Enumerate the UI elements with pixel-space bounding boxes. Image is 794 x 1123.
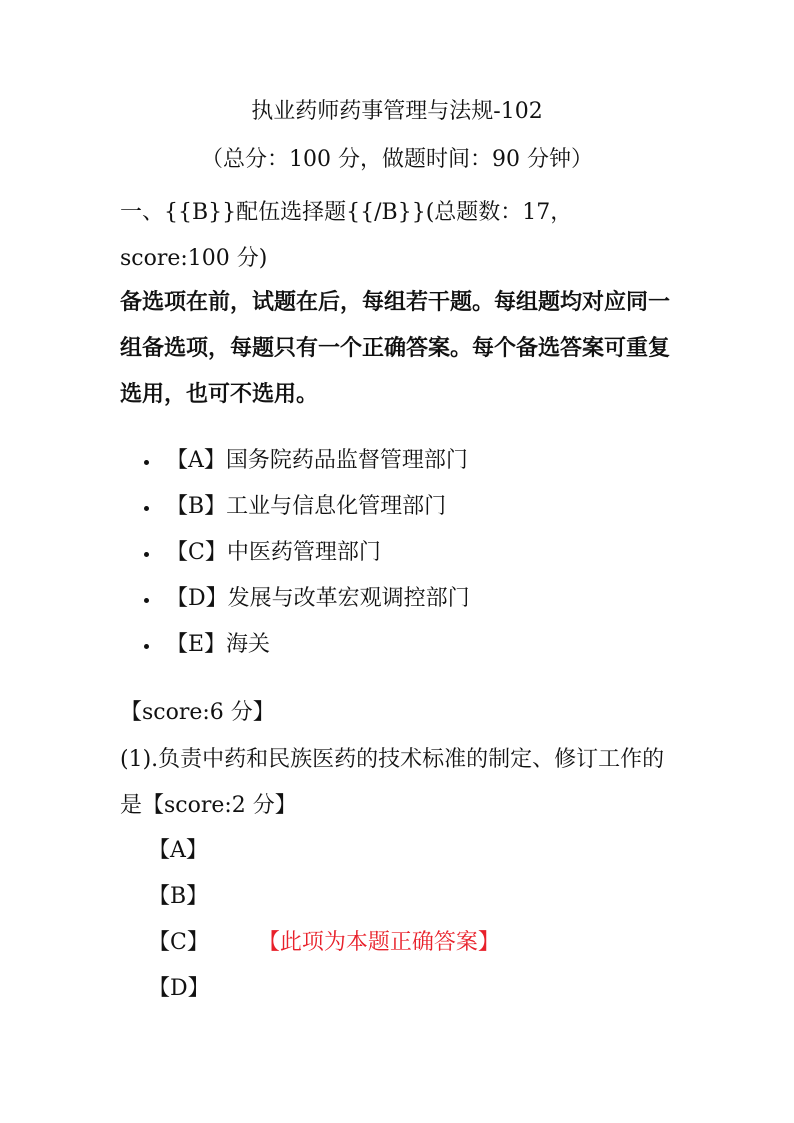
option-item-b xyxy=(130,484,690,530)
bullet-icon xyxy=(144,460,149,465)
option-label: 【E】海关 xyxy=(166,632,271,657)
option-label: 【D】发展与改革宏观调控部门 xyxy=(166,586,470,611)
option-item-d xyxy=(130,576,690,622)
group-score: 【score:6 分】 xyxy=(120,700,275,725)
document-subtitle: （总分：100 分，做题时间：90 分钟） xyxy=(201,147,593,172)
section-heading: 一、{{B}}配伍选择题{{/B}}(总题数：17，score:100 分) xyxy=(120,200,573,271)
answer-label: 【B】 xyxy=(148,884,209,909)
option-item-a xyxy=(130,438,690,484)
bullet-icon xyxy=(144,506,149,511)
answer-c xyxy=(148,920,668,966)
document-title: 执业药师药事管理与法规-102 xyxy=(251,99,543,124)
answer-b xyxy=(148,874,668,920)
option-label: 【A】国务院药品监督管理部门 xyxy=(166,448,468,473)
answer-list xyxy=(148,828,668,1012)
option-label: 【B】工业与信息化管理部门 xyxy=(166,494,447,519)
answer-a xyxy=(148,828,668,874)
option-item-c xyxy=(130,530,690,576)
option-list xyxy=(130,438,690,668)
bullet-icon xyxy=(144,644,149,649)
instructions-text: 备选项在前，试题在后，每组若干题。每组题均对应同一组备选项，每题只有一个正确答案。每个备选答案可重复选用，也可不选用。 xyxy=(120,290,671,407)
bullet-icon xyxy=(144,598,149,603)
option-label: 【C】中医药管理部门 xyxy=(166,540,381,565)
answer-d xyxy=(148,966,668,1012)
question-text: (1).负责中药和民族医药的技术标准的制定、修订工作的是【score:2 分】 xyxy=(120,747,665,818)
option-item-e xyxy=(130,622,690,668)
bullet-icon xyxy=(144,552,149,557)
correct-answer-note: 【此项为本题正确答案】 xyxy=(257,930,500,955)
answer-label: 【C】 xyxy=(148,930,209,955)
answer-label: 【A】 xyxy=(148,838,208,863)
answer-label: 【D】 xyxy=(148,976,210,1001)
